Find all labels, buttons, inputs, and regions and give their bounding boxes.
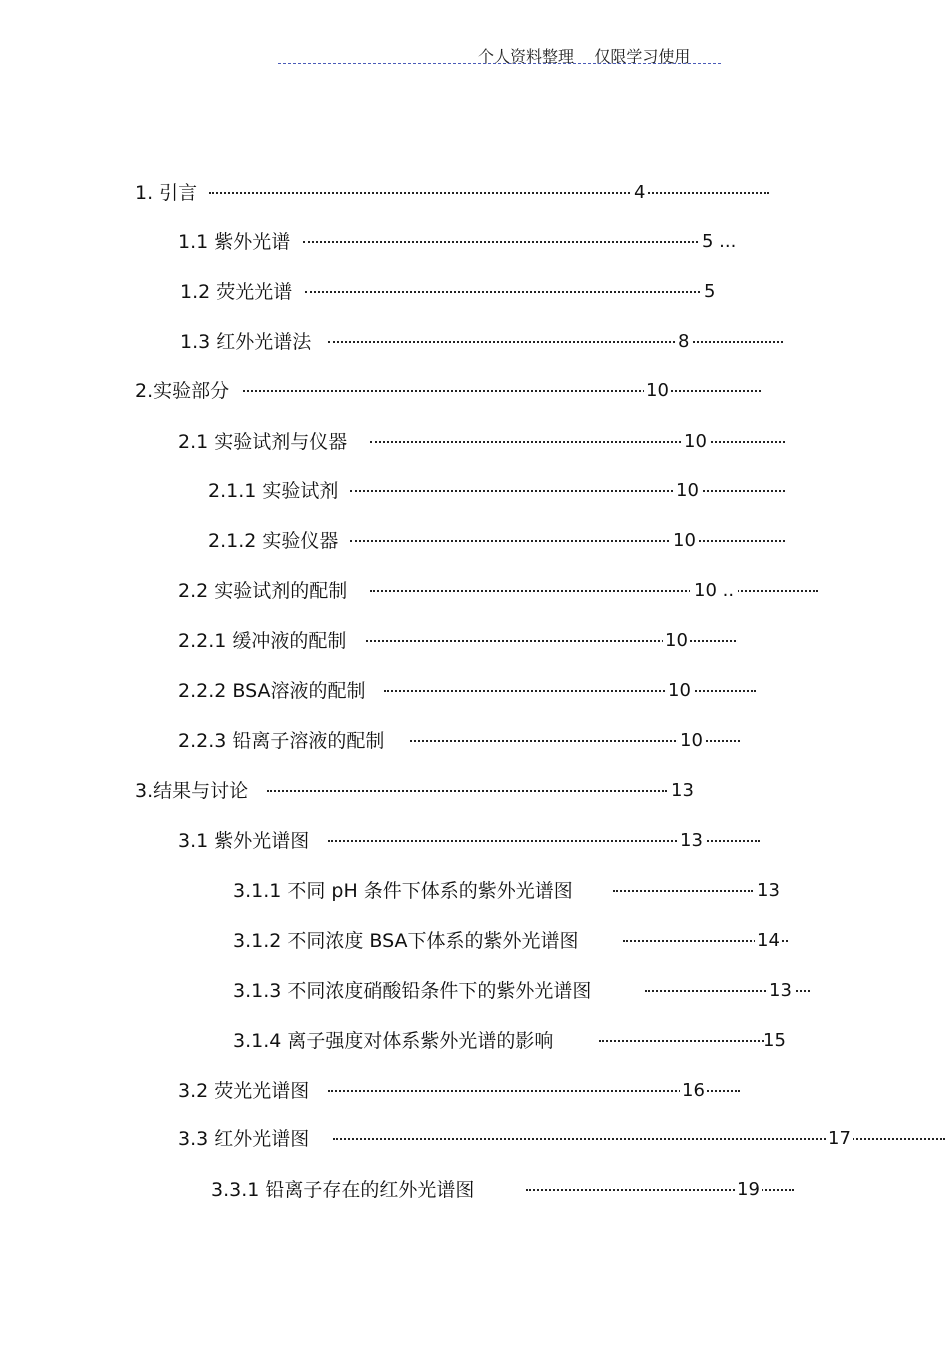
toc-entry[interactable] <box>178 429 707 455</box>
toc-entry[interactable] <box>135 378 669 404</box>
toc-page-number: 10 <box>671 528 698 554</box>
toc-leader <box>328 1090 740 1092</box>
toc-entry[interactable] <box>178 578 735 604</box>
toc-leader <box>303 241 698 243</box>
toc-page-number: 5 ... <box>702 231 737 252</box>
toc-entry-label: 3.1.4 离子强度对体系紫外光谱的影响 <box>233 1030 554 1052</box>
toc-leader <box>209 192 769 194</box>
toc-page-number: 19 <box>735 1177 762 1203</box>
toc-leader <box>267 790 667 792</box>
toc-entry-label: 1. 引言 <box>135 182 198 204</box>
toc-entry-label: 2.2.3 铅离子溶液的配制 <box>178 730 385 752</box>
toc-page-number: 4 <box>632 180 647 206</box>
toc-entry-label: 3.1.3 不同浓度硝酸铅条件下的紫外光谱图 <box>233 980 592 1002</box>
toc-entry[interactable] <box>208 478 699 504</box>
toc-page-number: 5 <box>704 281 716 302</box>
toc-page-number: 16 <box>680 1078 707 1104</box>
toc-entry[interactable] <box>233 978 792 1004</box>
toc-entry[interactable] <box>178 628 688 654</box>
toc-entry-label: 3.结果与讨论 <box>135 780 249 802</box>
toc-entry-label: 2.1 实验试剂与仪器 <box>178 431 348 453</box>
toc-leader <box>305 291 700 293</box>
toc-leader <box>370 441 785 443</box>
toc-leader <box>328 341 783 343</box>
toc-page-number: 10 <box>682 429 709 455</box>
toc-entry-label: 1.2 荧光光谱 <box>180 281 293 303</box>
toc-entry[interactable] <box>178 728 703 754</box>
toc-entry[interactable] <box>135 778 694 804</box>
toc-page-number: 10 <box>666 678 693 704</box>
toc-page-number: 10 <box>674 478 701 504</box>
toc-entry[interactable] <box>178 229 737 255</box>
toc-entry[interactable] <box>180 329 690 355</box>
toc-entry-label: 2.1.2 实验仪器 <box>208 530 339 552</box>
toc-entry-label: 3.1.2 不同浓度 BSA下体系的紫外光谱图 <box>233 930 579 952</box>
toc-entry-label: 2.2 实验试剂的配制 <box>178 580 348 602</box>
toc-entry-label: 2.1.1 实验试剂 <box>208 480 339 502</box>
toc-page-number: 13 <box>767 978 794 1004</box>
toc-entry-label: 2.2.1 缓冲液的配制 <box>178 630 347 652</box>
toc-entry[interactable] <box>135 180 646 206</box>
toc-leader <box>350 490 785 492</box>
toc-page-number: 10 <box>678 728 705 754</box>
toc-entry-label: 2.2.2 BSA溶液的配制 <box>178 680 366 702</box>
page-header: 个人资料整理 仅限学习使用 <box>478 47 691 66</box>
toc-entry-label: 3.1.1 不同 pH 条件下体系的紫外光谱图 <box>233 880 573 902</box>
toc-entry[interactable] <box>211 1177 760 1203</box>
toc-leader <box>384 690 756 692</box>
toc-entry[interactable] <box>233 1028 786 1054</box>
toc-leader <box>333 1138 945 1140</box>
toc-page-number: 8 <box>676 329 691 355</box>
toc-page-number: 10 <box>644 378 671 404</box>
header-rule <box>278 63 721 64</box>
toc-entry[interactable] <box>178 1126 851 1152</box>
toc-leader <box>613 890 753 892</box>
toc-entry[interactable] <box>180 279 716 305</box>
toc-entry-label: 2.实验部分 <box>135 380 230 402</box>
toc-entry-label: 3.3 红外光谱图 <box>178 1128 310 1150</box>
toc-page-number: 13 <box>671 780 694 801</box>
toc-entry-label: 1.1 紫外光谱 <box>178 231 291 253</box>
toc-page-number: 13 <box>757 880 780 901</box>
toc-entry[interactable] <box>178 828 703 854</box>
toc-leader <box>243 390 761 392</box>
toc-entry-label: 1.3 红外光谱法 <box>180 331 312 353</box>
toc-entry-label: 3.3.1 铅离子存在的红外光谱图 <box>211 1179 475 1201</box>
toc-entry[interactable] <box>178 1078 705 1104</box>
toc-entry[interactable] <box>178 678 691 704</box>
toc-leader <box>350 540 785 542</box>
toc-page-number: 13 <box>678 828 705 854</box>
toc-entry-label: 3.1 紫外光谱图 <box>178 830 310 852</box>
toc-page-number: 10 <box>663 628 690 654</box>
toc-page-number: 15 <box>763 1030 786 1051</box>
toc-page-number: 14 <box>755 928 782 954</box>
toc-entry[interactable] <box>233 928 780 954</box>
toc-entry-label: 3.2 荧光光谱图 <box>178 1080 310 1102</box>
toc-leader <box>370 590 818 592</box>
toc-page-number: 10 .. <box>690 578 738 604</box>
toc-leader <box>599 1040 764 1042</box>
toc-entry[interactable] <box>208 528 696 554</box>
toc-page-number: 17 <box>826 1126 853 1152</box>
toc-entry[interactable] <box>233 878 780 904</box>
